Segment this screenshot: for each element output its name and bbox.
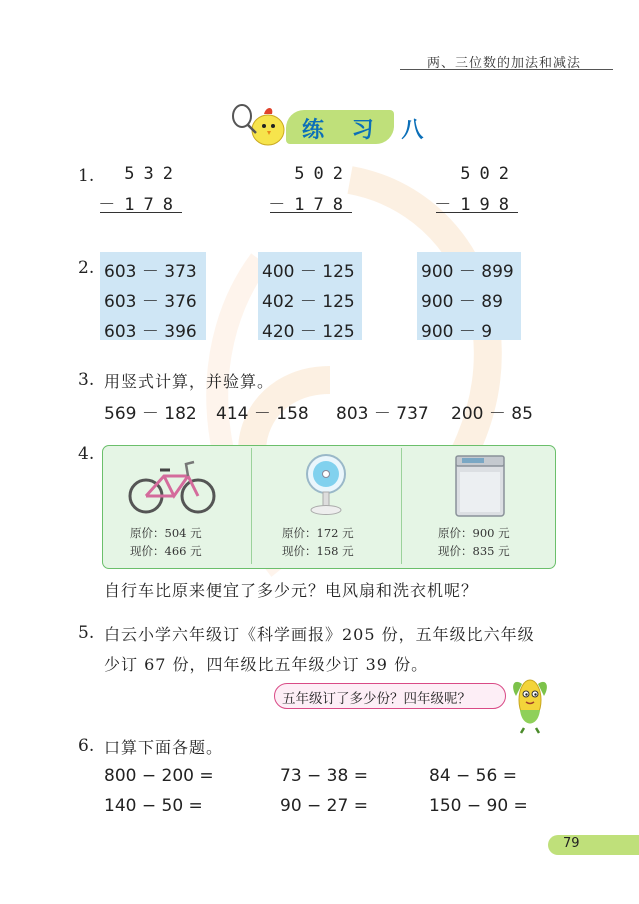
q6-instruction: 口算下面各题。 — [104, 738, 224, 757]
fan-current-price: 现价：158 元 — [282, 544, 354, 558]
question-2-number: 2. — [78, 258, 95, 278]
q2-group-3-item-1: 900 － 899 — [421, 262, 514, 282]
q3-instruction: 用竖式计算，并验算。 — [104, 372, 275, 391]
q2-group-2-item-1: 400 － 125 — [262, 262, 355, 282]
q6-row-1-item-3: 84 − 56 = — [429, 766, 517, 786]
question-3-number: 3. — [78, 370, 95, 390]
q5-bubble-text: 五年级订了多少份？四年级呢？ — [282, 691, 471, 707]
q2-group-2-item-2: 402 － 125 — [262, 292, 355, 312]
q6-row-2-item-2: 90 − 27 = — [280, 796, 368, 816]
fan-original-price: 原价：172 元 — [282, 526, 354, 540]
q1-problem-2-line — [270, 212, 352, 213]
q2-group-1-item-1: 603 － 373 — [104, 262, 197, 282]
q6-row-1-item-1: 800 − 200 = — [104, 766, 214, 786]
q5-line-1: 白云小学六年级订《科学画报》205 份，五年级比六年级 — [104, 625, 535, 644]
chapter-header: 两、三位数的加法和减法 — [426, 56, 581, 71]
q4-divider-1 — [251, 448, 252, 564]
q2-group-1-item-3: 603 － 396 — [104, 322, 197, 342]
bicycle-current-price: 现价：466 元 — [130, 544, 202, 558]
bicycle-original-price: 原价：504 元 — [130, 526, 202, 540]
q6-row-1-item-2: 73 − 38 = — [280, 766, 368, 786]
header-rule — [400, 69, 613, 70]
bicycle-icon — [126, 456, 218, 516]
q1-problem-2-bottom: －178 — [268, 195, 352, 215]
page-number-bar — [548, 835, 639, 855]
exercise-title: 练 习 八 — [302, 117, 434, 143]
q2-group-1-item-2: 603 － 376 — [104, 292, 197, 312]
q1-problem-2-top: 502 — [294, 164, 352, 184]
q3-item-1: 569 － 182 — [104, 404, 197, 424]
chick-mascot-icon — [228, 98, 292, 150]
q3-item-3: 803 － 737 — [336, 404, 429, 424]
q2-group-3-item-3: 900 － 9 — [421, 322, 493, 342]
q3-item-4: 200 － 85 — [451, 404, 533, 424]
q6-row-2-item-1: 140 − 50 = — [104, 796, 203, 816]
q1-problem-3-top: 502 — [460, 164, 518, 184]
q1-problem-1-top: 532 — [124, 164, 182, 184]
q1-problem-3-bottom: －198 — [434, 195, 518, 215]
q2-group-3-item-2: 900 － 89 — [421, 292, 503, 312]
washer-current-price: 现价：835 元 — [438, 544, 510, 558]
q4-divider-2 — [401, 448, 402, 564]
electric-fan-icon — [302, 452, 350, 516]
question-6-number: 6. — [78, 736, 95, 756]
q1-problem-3-line — [436, 212, 518, 213]
corn-mascot-icon — [508, 670, 552, 734]
q6-row-2-item-3: 150 − 90 = — [429, 796, 528, 816]
q4-question: 自行车比原来便宜了多少元？电风扇和洗衣机呢？ — [104, 581, 479, 600]
washing-machine-icon — [450, 452, 510, 518]
question-5-number: 5. — [78, 623, 95, 643]
q5-line-2: 少订 67 份，四年级比五年级少订 39 份。 — [104, 655, 429, 674]
question-4-number: 4. — [78, 444, 95, 464]
page-number: 79 — [563, 836, 580, 851]
q3-item-2: 414 － 158 — [216, 404, 309, 424]
washer-original-price: 原价：900 元 — [438, 526, 510, 540]
q1-problem-1-line — [100, 212, 182, 213]
q2-group-2-item-3: 420 － 125 — [262, 322, 355, 342]
question-1-number: 1. — [78, 166, 95, 186]
q1-problem-1-bottom: －178 — [98, 195, 182, 215]
